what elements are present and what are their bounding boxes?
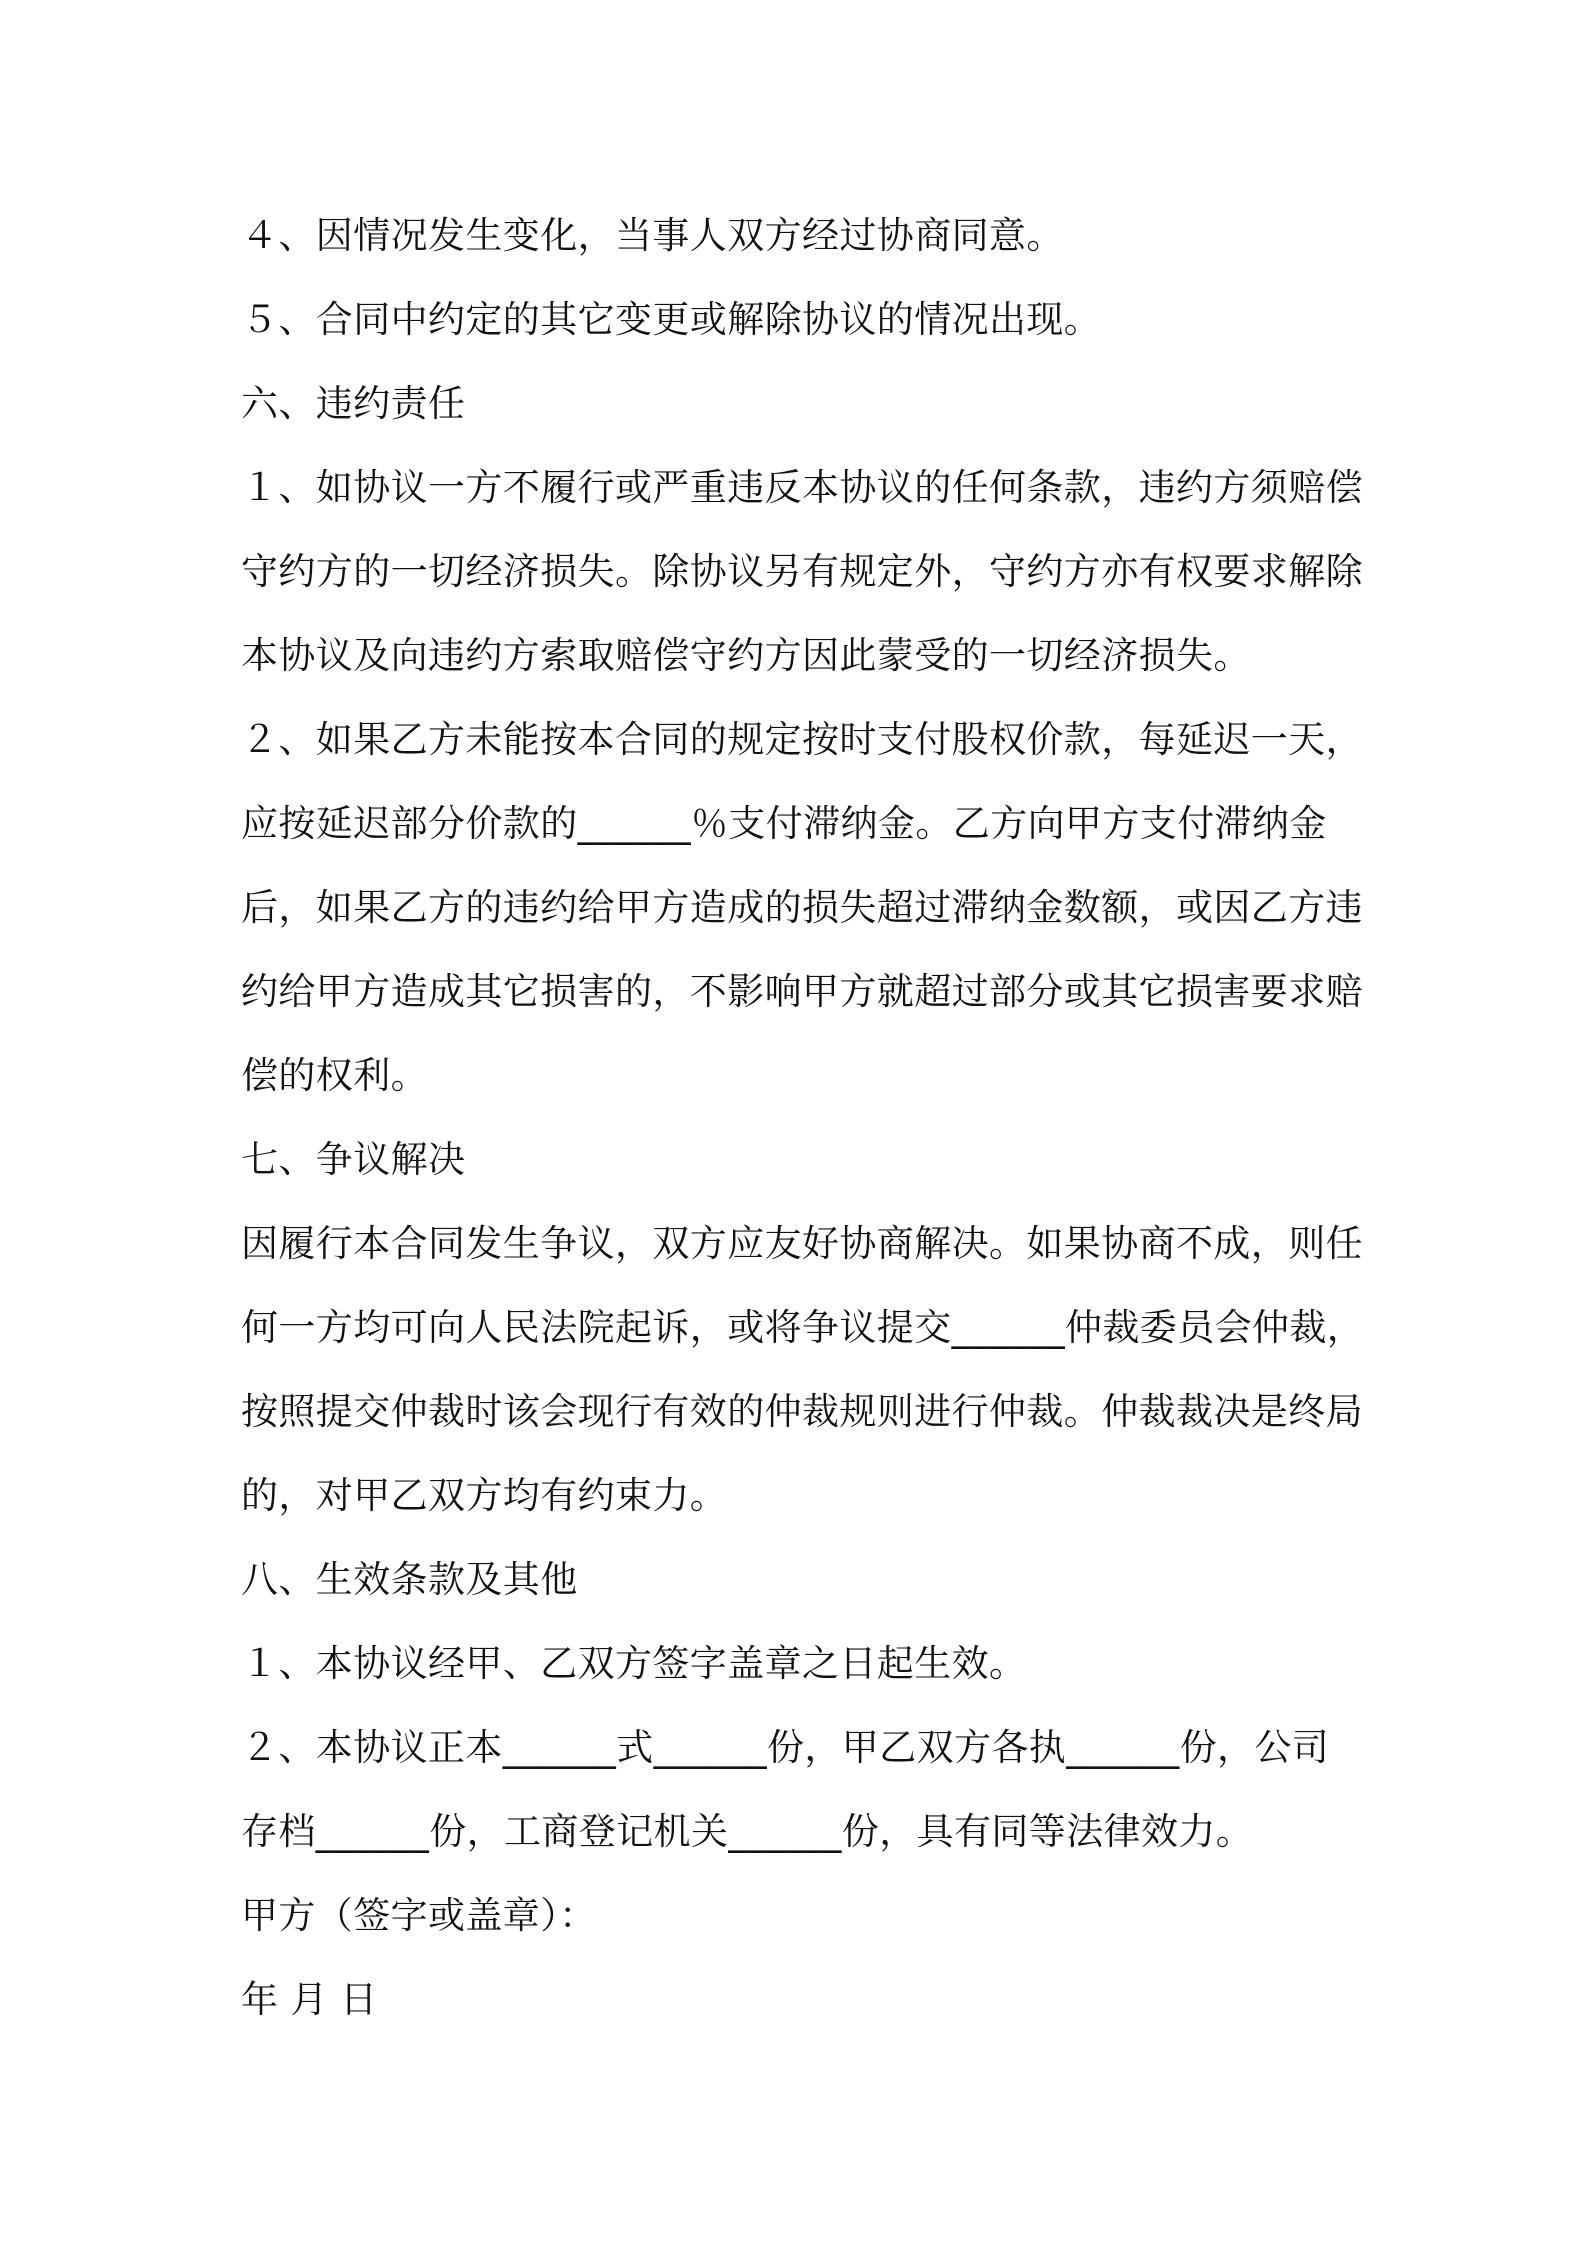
effectiveness-clause-2-line-2: 存档______份，工商登记机关______份，具有同等法律效力。 bbox=[241, 1810, 1254, 1853]
liability-clause-1-line-2: 守约方的一切经济损失。除协议另有规定外，守约方亦有权要求解除 bbox=[241, 550, 1363, 593]
party-a-signature-label: 甲方（签字或盖章）： bbox=[241, 1894, 597, 1937]
liability-clause-2-line-5: 偿的权利。 bbox=[241, 1054, 428, 1097]
signature-date-label: 年 月 日 bbox=[241, 1978, 378, 2021]
document-body bbox=[241, 194, 1371, 2042]
liability-clause-1-line-1: １、如协议一方不履行或严重违反本协议的任何条款，违约方须赔偿 bbox=[241, 466, 1363, 509]
section-heading-liability: 六、违约责任 bbox=[241, 382, 466, 425]
section-heading-effectiveness: 八、生效条款及其他 bbox=[241, 1558, 578, 1601]
dispute-paragraph-line-2: 何一方均可向人民法院起诉，或将争议提交______仲裁委员会仲裁， bbox=[241, 1306, 1365, 1349]
liability-clause-2-line-1: ２、如果乙方未能按本合同的规定按时支付股权价款，每延迟一天， bbox=[241, 718, 1363, 761]
dispute-paragraph-line-4: 的，对甲乙双方均有约束力。 bbox=[241, 1474, 728, 1517]
liability-clause-2-line-2: 应按延迟部分价款的______％支付滞纳金。乙方向甲方支付滞纳金 bbox=[241, 802, 1327, 845]
section-heading-dispute: 七、争议解决 bbox=[241, 1138, 466, 1181]
clause-4-text: ４、因情况发生变化，当事人双方经过协商同意。 bbox=[241, 214, 1064, 257]
effectiveness-clause-2-line-1: ２、本协议正本______式______份，甲乙双方各执______份，公司 bbox=[241, 1726, 1330, 1769]
liability-clause-2-line-3: 后，如果乙方的违约给甲方造成的损失超过滞纳金数额，或因乙方违 bbox=[241, 886, 1363, 929]
liability-clause-2-line-4: 约给甲方造成其它损害的，不影响甲方就超过部分或其它损害要求赔 bbox=[241, 970, 1363, 1013]
dispute-paragraph-line-3: 按照提交仲裁时该会现行有效的仲裁规则进行仲裁。仲裁裁决是终局 bbox=[241, 1390, 1363, 1433]
liability-clause-1-line-3: 本协议及向违约方索取赔偿守约方因此蒙受的一切经济损失。 bbox=[241, 634, 1251, 677]
clause-5-text: ５、合同中约定的其它变更或解除协议的情况出现。 bbox=[241, 298, 1102, 341]
effectiveness-clause-1: １、本协议经甲、乙双方签字盖章之日起生效。 bbox=[241, 1642, 1027, 1685]
dispute-paragraph-line-1: 因履行本合同发生争议，双方应友好协商解决。如果协商不成，则任 bbox=[241, 1222, 1363, 1265]
